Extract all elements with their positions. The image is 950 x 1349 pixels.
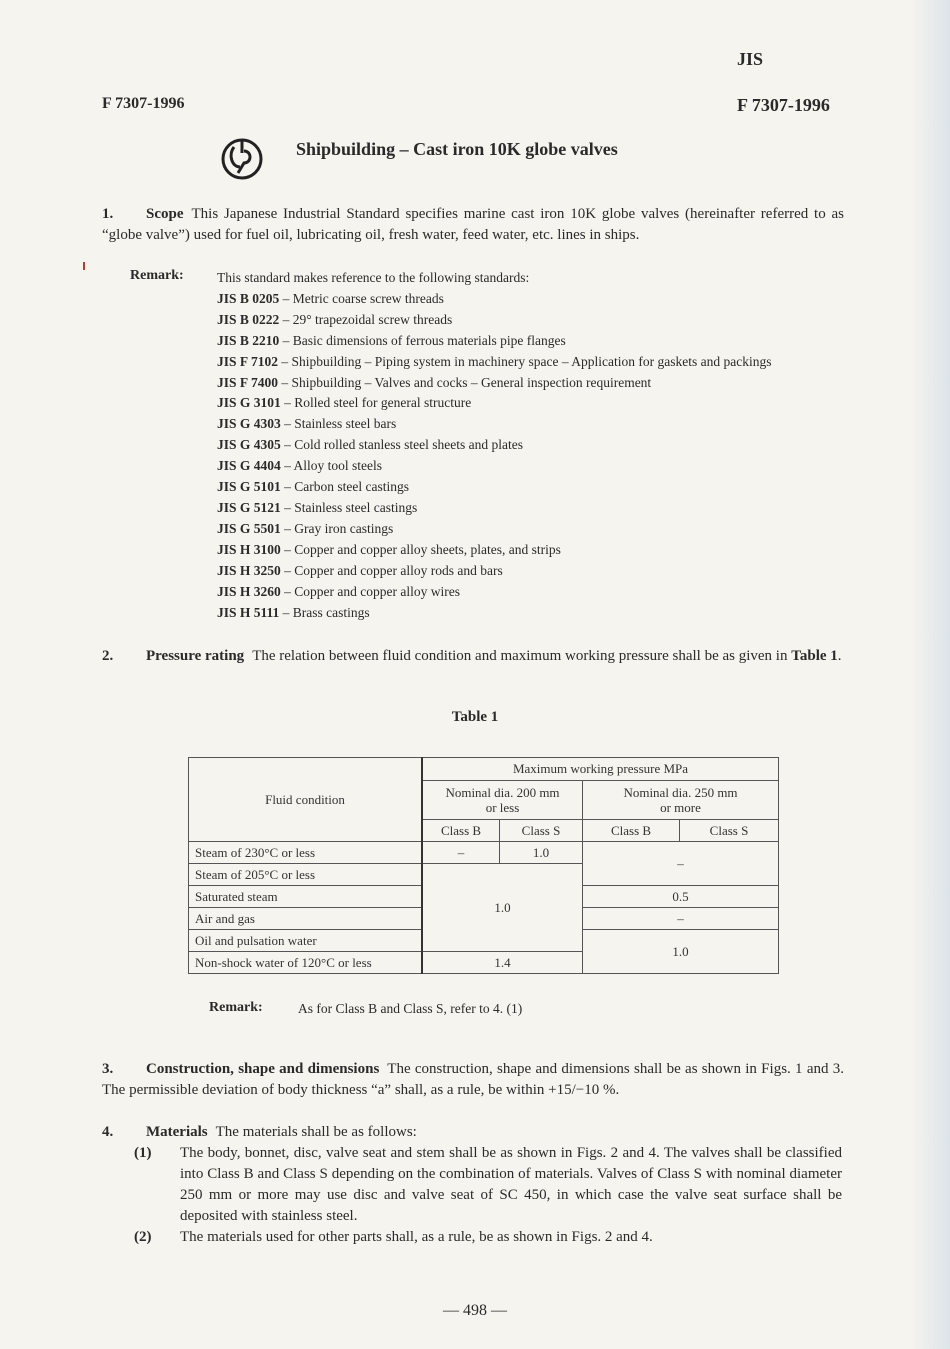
standards-list (217, 289, 857, 624)
standard-item (217, 561, 857, 582)
standard-item (217, 456, 857, 477)
standard-code: JIS F 7102 (217, 353, 279, 369)
standard-item (217, 289, 857, 310)
header-fluid-condition: Fluid condition (189, 758, 423, 842)
section-text: This Japanese Industrial Standard specifies marine cast iron 10K globe valves (hereinafter referred to as “globe valve”) used for fuel oil, lubricating oil, fresh water, feed water, etc. lines in ships. (102, 206, 844, 243)
standard-item (217, 519, 857, 540)
nd-200-line1: Nominal dia. 200 mm (445, 785, 560, 800)
remark-label: Remark: (130, 268, 184, 283)
header-nd-200 (422, 781, 583, 820)
item-number: (2) (134, 1229, 152, 1245)
standard-description: – Shipbuilding – Piping system in machinery space – Application for gaskets and packings (281, 353, 772, 369)
standard-description: – Basic dimensions of ferrous materials pipe flanges (282, 332, 566, 348)
class-b-250: Class B (583, 820, 680, 842)
standard-description: – Copper and copper alloy rods and bars (284, 562, 503, 578)
standard-code: JIS G 4305 (217, 437, 281, 453)
section-heading: Pressure rating (146, 648, 245, 664)
standard-item (217, 310, 857, 331)
standard-code: JIS F 7400 (217, 374, 279, 390)
standard-item (217, 435, 857, 456)
section-number: 2. (102, 648, 114, 664)
nd-200-line2: or less (485, 800, 520, 815)
table-remark-text: As for Class B and Class S, refer to 4. (1) (298, 1001, 523, 1016)
section-number: 1. (102, 206, 114, 222)
header-max-pressure: Maximum working pressure MPa (422, 758, 779, 781)
header-code-left: F 7307-1996 (102, 95, 185, 112)
table-reference: Table 1 (791, 648, 838, 664)
standard-description: – Rolled steel for general structure (284, 395, 472, 411)
row-label: Steam of 230°C or less (189, 842, 423, 864)
row-label: Non-shock water of 120°C or less (189, 952, 423, 974)
standard-item (217, 331, 857, 352)
standard-code: JIS H 3250 (217, 562, 281, 578)
referenced-standards (217, 268, 857, 623)
remark-intro: This standard makes reference to the following standards: (217, 270, 530, 285)
section-text: The construction, shape and dimensions shall be as shown in Figs. 1 and 3. The permissible deviation of body thickness “a” shall, as a rule, be within +15/−10 %. (102, 1061, 844, 1098)
standard-description: – Brass castings (282, 604, 370, 620)
standard-item (217, 393, 857, 414)
section-construction (102, 1059, 844, 1101)
standard-item (217, 352, 857, 373)
standard-code: JIS B 2210 (217, 332, 280, 348)
section-text-end: . (837, 648, 842, 664)
table-remark-label: Remark: (209, 1000, 263, 1015)
standard-item (217, 540, 857, 561)
standard-description: – Metric coarse screw threads (282, 290, 444, 306)
standard-item (217, 498, 857, 519)
standard-code: JIS H 3260 (217, 583, 281, 599)
standard-code: JIS G 3101 (217, 395, 281, 411)
section-scope (102, 204, 844, 246)
standard-code: JIS G 5501 (217, 520, 281, 536)
nd-250-line1: Nominal dia. 250 mm (623, 785, 738, 800)
standard-code: JIS G 5101 (217, 479, 281, 495)
item-number: (1) (134, 1145, 152, 1161)
standard-code: JIS H 5111 (217, 604, 280, 620)
materials-item-1 (134, 1143, 844, 1227)
header-nd-250 (583, 781, 779, 820)
value-cell: 0.5 (583, 886, 779, 908)
standard-description: – Copper and copper alloy wires (284, 583, 460, 599)
section-text: The materials shall be as follows: (215, 1124, 417, 1140)
standard-code: JIS H 3100 (217, 541, 281, 557)
standard-item (217, 373, 857, 394)
section-heading: Materials (146, 1124, 208, 1140)
row-label: Oil and pulsation water (189, 930, 423, 952)
section-number: 3. (102, 1061, 114, 1077)
section-materials (102, 1122, 844, 1143)
standard-item (217, 477, 857, 498)
standard-code: JIS G 5121 (217, 499, 281, 515)
item-text: The body, bonnet, disc, valve seat and stem shall be as shown in Figs. 2 and 4. The valves shall be classified into Class B and Class S depending on the combination of materials. Valves of Class S with nominal diameter 250 mm or more may use disc and valve seat of SC 450, in which case the valve seat surface shall be deposited with stainless steel. (180, 1145, 842, 1224)
page-edge-shadow (910, 0, 950, 1349)
class-s-250: Class S (680, 820, 779, 842)
header-jis: JIS (737, 49, 764, 69)
standard-description: – Alloy tool steels (284, 458, 383, 474)
standard-description: – Stainless steel bars (284, 416, 397, 432)
standard-code: JIS B 0222 (217, 311, 280, 327)
row-label: Saturated steam (189, 886, 423, 908)
standard-item (217, 603, 857, 624)
materials-item-2 (134, 1227, 844, 1248)
section-heading: Scope (146, 206, 184, 222)
standard-description: – 29° trapezoidal screw threads (282, 311, 453, 327)
standard-code: JIS B 0205 (217, 290, 280, 306)
standard-code: JIS G 4303 (217, 416, 281, 432)
standard-description: – Gray iron castings (284, 520, 394, 536)
class-b-200: Class B (422, 820, 500, 842)
standard-description: – Stainless steel castings (284, 499, 418, 515)
value-cell: 1.0 (500, 842, 583, 864)
document-title: Shipbuilding – Cast iron 10K globe valves (296, 139, 618, 159)
nd-250-line2: or more (660, 800, 701, 815)
row-label: Air and gas (189, 908, 423, 930)
section-heading: Construction, shape and dimensions (146, 1061, 380, 1077)
table-title: Table 1 (451, 709, 499, 725)
standard-code: JIS G 4404 (217, 458, 281, 474)
item-text: The materials used for other parts shall, as a rule, be as shown in Figs. 2 and 4. (180, 1229, 653, 1245)
standard-description: – Shipbuilding – Valves and cocks – General inspection requirement (281, 374, 652, 390)
value-cell: 1.4 (422, 952, 583, 974)
page-number: — 498 — (443, 1302, 507, 1319)
value-cell: – (583, 908, 779, 930)
class-s-200: Class S (500, 820, 583, 842)
value-cell: 1.0 (422, 864, 583, 952)
standard-item (217, 582, 857, 603)
standard-description: – Cold rolled stanless steel sheets and plates (284, 437, 523, 453)
row-label: Steam of 205°C or less (189, 864, 423, 886)
section-number: 4. (102, 1124, 114, 1140)
value-cell: 1.0 (583, 930, 779, 974)
value-cell: – (422, 842, 500, 864)
pressure-table (188, 757, 779, 974)
standard-item (217, 414, 857, 435)
standard-description: – Copper and copper alloy sheets, plates, and strips (284, 541, 561, 557)
value-cell: – (583, 842, 779, 886)
section-pressure-rating (102, 646, 844, 667)
jis-logo-icon (218, 133, 266, 181)
header-code-right: F 7307-1996 (737, 95, 830, 115)
margin-mark (83, 262, 85, 270)
standard-description: – Carbon steel castings (284, 479, 409, 495)
section-text: The relation between fluid condition and maximum working pressure shall be as given in (252, 648, 792, 664)
